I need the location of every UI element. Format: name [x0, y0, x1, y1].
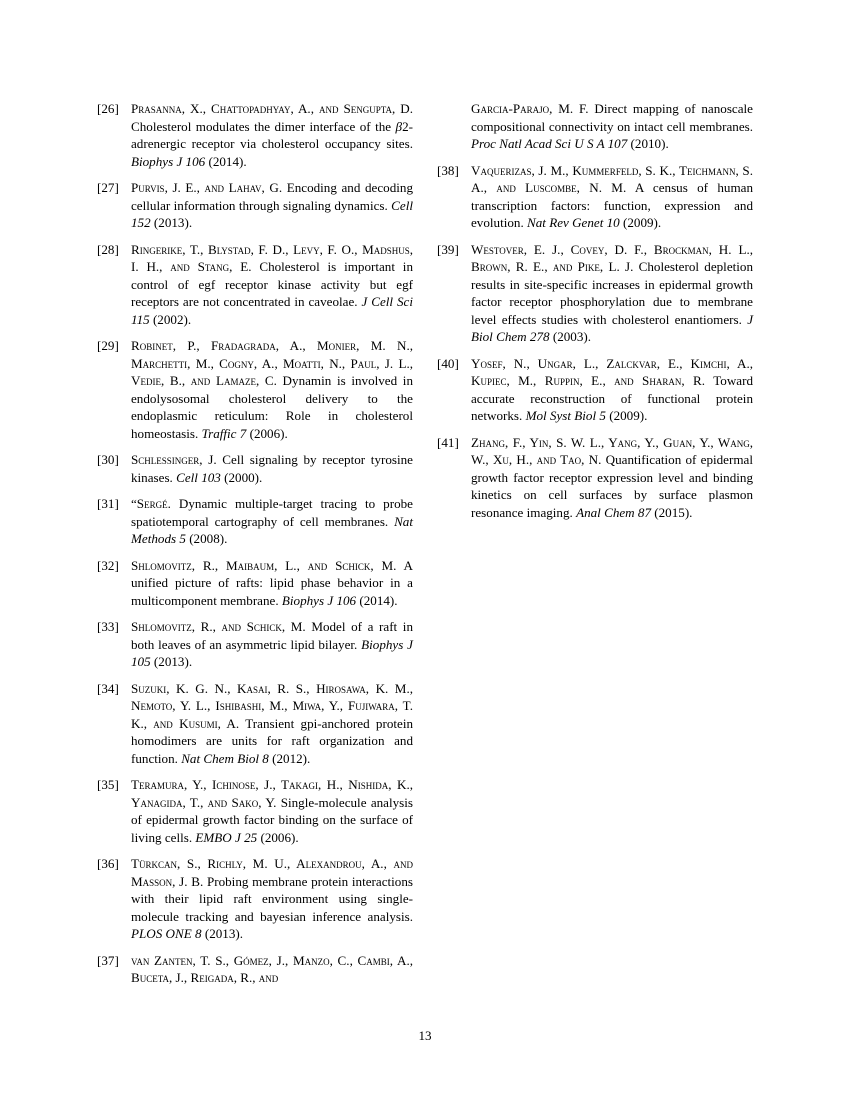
reference-text: (2000). — [220, 469, 263, 485]
reference-number: [39] — [437, 241, 459, 257]
reference-text: A unified picture of rafts: lipid phase behavior in a multicomponent membrane. — [131, 557, 413, 608]
reference-journal: Nat Methods 5 — [131, 513, 413, 546]
reference-number: [37] — [97, 952, 119, 968]
reference-number: [26] — [97, 101, 119, 116]
reference-entry — [437, 434, 753, 522]
reference-text: (2013). — [201, 926, 244, 941]
reference-number: [36] — [97, 856, 119, 871]
reference-authors: Zhang, F., Yin, S. W. L., Yang, Y., Guan, Y., Wang, W., Xu, H., and Tao, N. — [471, 434, 753, 467]
reference-authors: Garcia-Parajo, M. F. — [471, 101, 589, 116]
reference-authors: Shlomovitz, R., and Schick, M. — [131, 619, 306, 634]
reference-entry — [97, 337, 413, 442]
reference-entry — [97, 241, 413, 329]
reference-text: (2003). — [549, 329, 592, 344]
reference-journal: EMBO J 25 — [195, 829, 258, 845]
reference-text: 2-adrenergic receptor via cholesterol occupancy sites. — [131, 118, 413, 151]
reference-number: [32] — [97, 557, 119, 573]
reference-number: [40] — [437, 355, 459, 371]
reference-text: Dynamin is involved in endolysosomal cholesterol delivery to the endoplasmic reticulum: Role in cholesterol homeostasis. — [131, 373, 413, 441]
reference-text: (2012). — [268, 750, 311, 766]
reference-number: [29] — [97, 338, 119, 353]
reference-text: Direct mapping of nanoscale compositional connectivity on intact cell membranes. — [471, 101, 753, 134]
reference-journal: Anal Chem 87 — [576, 504, 651, 520]
reference-text: Transient gpi-anchored protein homodimers are units for raft organization and function. — [131, 715, 414, 766]
reference-number: [33] — [97, 619, 119, 634]
reference-text: (2009). — [605, 408, 648, 423]
reference-text: Cholesterol is important in control of egf receptor kinase activity but egf receptors are not concentrated in caveolae. — [131, 259, 413, 309]
reference-number: [34] — [97, 680, 119, 696]
reference-journal: Traffic 7 — [201, 425, 247, 441]
reference-entry — [97, 776, 413, 846]
reference-journal: Biophys J 106 — [281, 592, 357, 608]
reference-text: (2010). — [627, 136, 669, 151]
reference-text: (2006). — [246, 425, 288, 441]
reference-text: Encoding and decoding cellular information through signaling dynamics. — [131, 180, 413, 213]
reference-text: Probing membrane protein interactions with their lipid raft environment using single-molecule tracking and bayesian inference analysis. — [131, 873, 413, 924]
reference-entry — [97, 680, 413, 768]
reference-text: Single-molecule analysis of epidermal growth factor binding on the surface of living cells. — [131, 794, 413, 845]
reference-authors: van Zanten, T. S., Gómez, J., Manzo, C., Cambi, A., Buceta, J., Reigada, R., and — [131, 952, 413, 985]
reference-text: Cell signaling by receptor tyrosine kinases. — [131, 452, 413, 485]
reference-authors: “Sergé. — [131, 496, 171, 511]
reference-entry — [97, 952, 413, 987]
reference-text: Dynamic multiple-target tracing to probe spatiotemporal cartography of cell membranes. — [131, 496, 413, 529]
reference-journal: Mol Syst Biol 5 — [525, 408, 606, 423]
reference-journal: β — [395, 118, 403, 134]
reference-number: [35] — [97, 777, 119, 792]
reference-entry — [97, 451, 413, 486]
reference-text: (2014). — [356, 592, 398, 608]
reference-number: [28] — [97, 241, 119, 257]
reference-text: (2006). — [257, 829, 299, 845]
reference-journal: Proc Natl Acad Sci U S A 107 — [471, 136, 628, 151]
reference-entry — [437, 355, 753, 425]
reference-text: Toward accurate reconstruction of functional protein networks. — [471, 373, 753, 423]
reference-text: (2008). — [185, 531, 228, 546]
reference-entry — [97, 179, 413, 232]
reference-entry — [97, 100, 413, 170]
reference-entry — [97, 495, 413, 548]
references-right-column — [437, 100, 753, 530]
page-number: 13 — [418, 1028, 432, 1043]
reference-text: (2014). — [205, 153, 247, 169]
reference-entry — [437, 241, 753, 346]
reference-text: Cholesterol depletion results in site-specific increases in epidermal growth factor receptor phosphorylation due to membrane level effects studies with cholesterol enantiomers. — [471, 259, 754, 327]
reference-number: [30] — [97, 452, 119, 467]
reference-authors: Vaquerizas, J. M., Kummerfeld, S. K., Teichmann, S. A., and Luscombe, N. M. — [471, 162, 753, 195]
reference-number: [27] — [97, 180, 119, 195]
reference-text: (2013). — [150, 215, 193, 230]
reference-text: (2002). — [149, 311, 192, 327]
reference-number: [38] — [437, 162, 459, 178]
reference-journal: PLOS ONE 8 — [131, 926, 202, 941]
reference-authors: Robinet, P., Fradagrada, A., Monier, M. N., Marchetti, M., Cogny, A., Moatti, N., Paul, J. L., Vedie, B., and Lamaze, C. — [131, 338, 413, 388]
reference-journal: Nat Rev Genet 10 — [527, 215, 620, 230]
reference-entry — [97, 618, 413, 671]
reference-journal: Nat Chem Biol 8 — [181, 750, 269, 766]
reference-entry — [97, 855, 413, 943]
reference-journal: Cell 103 — [176, 469, 221, 485]
reference-journal: Biophys J 106 — [131, 153, 206, 169]
reference-authors: Schlessinger, J. — [131, 452, 217, 467]
reference-authors: Suzuki, K. G. N., Kasai, R. S., Hirosawa, K. M., Nemoto, Y. L., Ishibashi, M., Miwa, Y., Fujiwara, T. K., and Kusumi, A. — [131, 680, 413, 731]
reference-text: Quantification of epidermal growth factor receptor expression level and binding kinetics on cell surfaces by surface plasmon resonance imaging. — [471, 452, 753, 520]
reference-journal: Biophys J 105 — [131, 636, 413, 669]
reference-text: (2009). — [619, 215, 662, 230]
reference-authors: Shlomovitz, R., Maibaum, L., and Schick, M. — [131, 557, 397, 573]
reference-entry — [437, 100, 753, 153]
reference-entry — [437, 162, 753, 232]
reference-authors: Ringerike, T., Blystad, F. D., Levy, F. O., Madshus, I. H., and Stang, E. — [131, 241, 413, 274]
reference-number: [41] — [437, 434, 459, 450]
reference-entry — [97, 557, 413, 610]
reference-authors: Türkcan, S., Richly, M. U., Alexandrou, A., and Masson, J. B. — [131, 856, 413, 889]
reference-text: A census of human transcription factors: function, expression and evolution. — [471, 180, 753, 230]
reference-text: Model of a raft in both leaves of an asymmetric lipid bilayer. — [131, 619, 413, 652]
reference-journal: J Cell Sci 115 — [131, 294, 413, 327]
reference-authors: Westover, E. J., Covey, D. F., Brockman, H. L., Brown, R. E., and Pike, L. J. — [471, 241, 753, 274]
reference-journal: J Biol Chem 278 — [471, 311, 753, 344]
reference-authors: Purvis, J. E., and Lahav, G. — [131, 180, 283, 195]
reference-authors: Yosef, N., Ungar, L., Zalckvar, E., Kimchi, A., Kupiec, M., Ruppin, E., and Sharan, R. — [471, 355, 753, 388]
reference-number: [31] — [97, 496, 119, 511]
reference-journal: Cell 152 — [131, 197, 413, 230]
reference-text: (2013). — [150, 654, 193, 669]
references-left-column — [97, 100, 413, 996]
reference-text: (2015). — [651, 504, 693, 520]
reference-authors: Teramura, Y., Ichinose, J., Takagi, H., Nishida, K., Yanagida, T., and Sako, Y. — [131, 777, 413, 810]
reference-authors: Prasanna, X., Chattopadhyay, A., and Sengupta, D. — [131, 101, 413, 116]
reference-text: Cholesterol modulates the dimer interface of the — [131, 118, 396, 134]
